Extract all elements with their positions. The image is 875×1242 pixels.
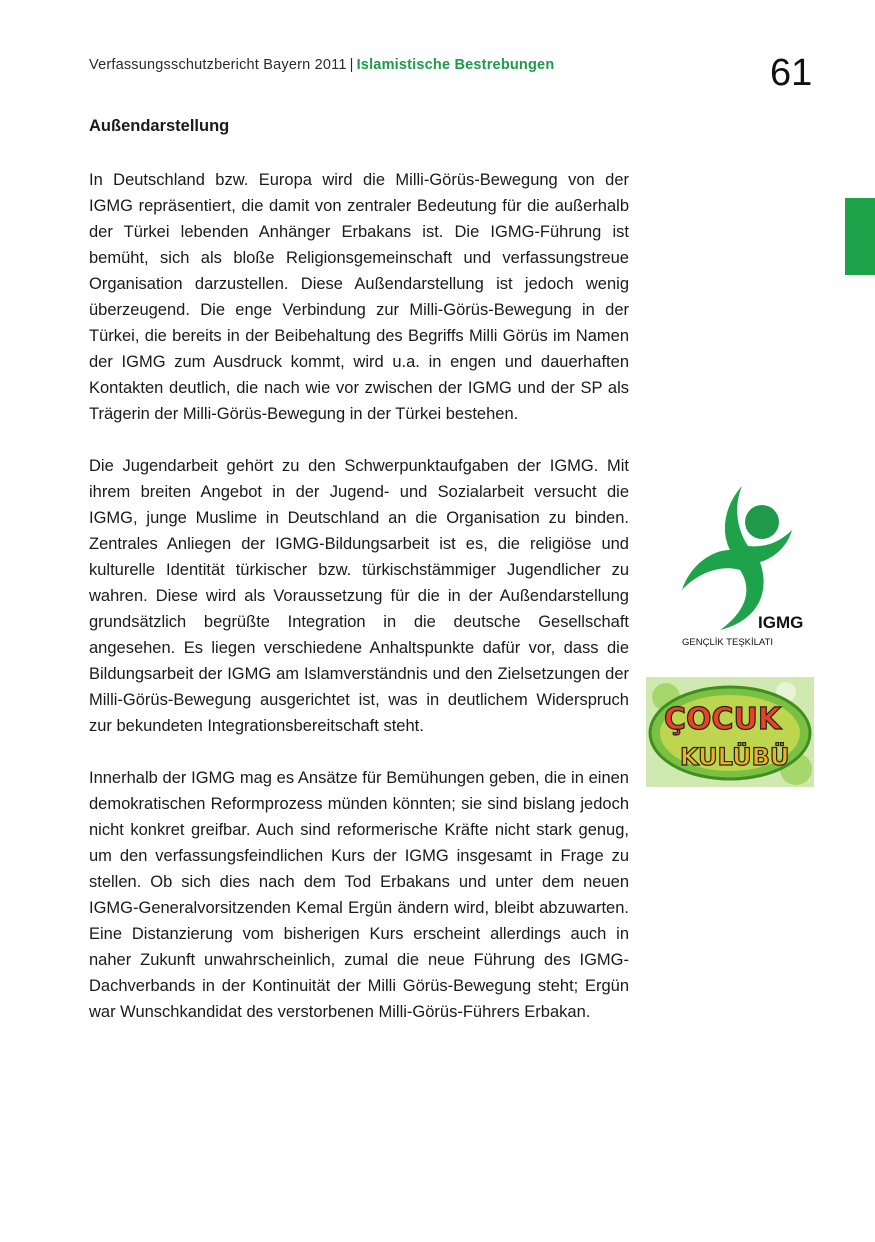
logo-figure-body <box>682 486 792 630</box>
section-title: Islamistische Bestrebungen <box>356 57 555 73</box>
chapter-tab-marker <box>845 198 875 275</box>
page-header <box>89 57 554 73</box>
cocuk-kulubu-logo <box>646 677 814 787</box>
paragraph-3: Innerhalb der IGMG mag es Ansätze für Bemühungen geben, die in einen demokratischen Reformprozess münden könnten; sie sind bislang jedoch nicht konkret greifbar. Auch sind reformerische Kräfte nicht stark genug, um den verfassungsfeindlichen Kurs der IGMG insgesamt in Frage zu stellen. Ob sich dies nach dem Tod Erbakans und unter dem neuen IGMG-Generalvorsitzenden Kemal Ergün ändern wird, bleibt abzuwarten. Eine Distanzierung vom bisherigen Kurs erscheint allerdings auch in naher Zukunft unwahrscheinlich, zumal die neue Führung des IGMG-Dachverbands in der Kontinuität der Milli Görüs-Bewegung steht; Ergün war Wunschkandidat des verstorbenen Milli-Görüs-Führers Erbakan. <box>89 769 629 1021</box>
header-separator: | <box>349 57 354 73</box>
igmg-logo-name: IGMG <box>758 613 804 632</box>
main-content <box>89 113 629 1051</box>
logo-figure-head <box>745 505 779 539</box>
report-title: Verfassungsschutzbericht Bayern 2011 <box>89 57 347 73</box>
igmg-youth-logo <box>670 480 820 650</box>
paragraph-2: Die Jugendarbeit gehört zu den Schwerpunktaufgaben der IGMG. Mit ihrem breiten Angebot in der Jugend- und Sozialarbeit versucht die IGMG, junge Muslime in Deutschland an die Organisation zu binden. Zentrales Anliegen der IGMG-Bildungsarbeit ist es, die religiöse und kulturelle Identität türkischer bzw. türkischstämmiger Jugendlicher zu wahren. Diese wird als Voraussetzung für die in der Außendarstellung grundsätzlich begrüßte Integration in die deutsche Gesellschaft angesehen. Es liegen verschiedene Anhaltspunkte dafür vor, dass die Bildungsarbeit der IGMG am Islamverständnis und den Zielsetzungen der Milli-Görüs-Bewegung ausgerichtet ist, was in deutlichem Widerspruch zur bekundeten Integrationsbereitschaft steht. <box>89 457 629 735</box>
cocuk-logo-top-text: ÇOCUK <box>664 702 782 737</box>
paragraph-1: In Deutschland bzw. Europa wird die Milli-Görüs-Bewegung von der IGMG repräsentiert, die damit von zentraler Bedeutung für die außerhalb der Türkei lebenden Anhänger Erbakans ist. Die IGMG-Führung ist bemüht, sich als bloße Religionsgemeinschaft und verfassungstreue Organisation darzustellen. Diese Außendarstellung ist jedoch wenig überzeugend. Die enge Verbindung zur Milli-Görüs-Bewegung in der Türkei, die bereits in der Beibehaltung des Begriffs Milli Görüs im Namen der IGMG zum Ausdruck kommt, wird u.a. in engen und dauerhaften Kontakten deutlich, die nach wie vor zwischen der IGMG und der SP als Trägerin der Milli-Görüs-Bewegung in der Türkei bestehen. <box>89 171 629 423</box>
page-number: 61 <box>770 52 813 94</box>
cocuk-logo-bottom-text: KULÜBÜ <box>680 743 790 771</box>
section-heading: Außendarstellung <box>89 117 230 135</box>
igmg-logo-subtitle: GENÇLİK TEŞKİLATI <box>682 637 773 648</box>
